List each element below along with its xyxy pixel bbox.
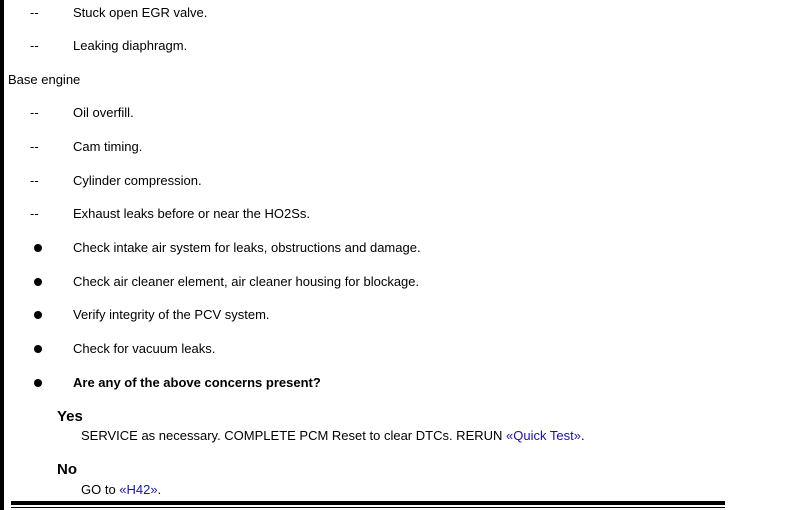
check-item [0, 240, 800, 256]
check-item [0, 307, 800, 323]
bullet-icon [34, 278, 42, 286]
list-item-text: Oil overfill. [73, 105, 134, 120]
bullet-icon [34, 244, 42, 252]
answer-no-tail: . [157, 482, 162, 497]
answer-yes-text [81, 428, 585, 444]
answer-yes-tail: . [580, 428, 585, 443]
answer-no-label: No [57, 461, 77, 478]
answer-yes-body: SERVICE as necessary. COMPLETE PCM Reset to clear DTCs. RERUN [81, 428, 507, 443]
dash-marker: -- [30, 5, 39, 20]
answer-no-text [81, 482, 161, 498]
dash-marker: -- [30, 173, 39, 188]
list-item-text: Exhaust leaks before or near the HO2Ss. [73, 206, 311, 221]
list-item-text: Cam timing. [73, 139, 143, 154]
list-item-text: Stuck open EGR valve. [73, 5, 208, 20]
h42-link[interactable]: «H42» [119, 482, 158, 497]
quick-test-link[interactable]: «Quick Test» [506, 428, 581, 443]
list-item-text: Check for vacuum leaks. [73, 341, 216, 356]
answer-no-body: GO to [81, 482, 120, 497]
bottom-rule [11, 501, 725, 505]
check-item [0, 274, 800, 290]
answer-yes-label: Yes [57, 408, 83, 425]
dash-marker: -- [30, 38, 39, 53]
list-item-text: Check intake air system for leaks, obstructions and damage. [73, 240, 421, 255]
bullet-icon [34, 345, 42, 353]
bullet-icon [34, 311, 42, 319]
list-item-text: Cylinder compression. [73, 173, 202, 188]
bottom-rule-thin [11, 507, 725, 508]
question-text: Are any of the above concerns present? [73, 375, 321, 390]
list-item-text: Verify integrity of the PCV system. [73, 307, 270, 322]
question-item [0, 375, 800, 391]
section-heading-base-engine: Base engine [8, 72, 81, 87]
dash-marker: -- [30, 105, 39, 120]
list-item-text: Check air cleaner element, air cleaner housing for blockage. [73, 274, 420, 289]
check-item [0, 341, 800, 357]
dash-marker: -- [30, 139, 39, 154]
bullet-icon [34, 379, 42, 387]
dash-marker: -- [30, 206, 39, 221]
list-item-text: Leaking diaphragm. [73, 38, 188, 53]
